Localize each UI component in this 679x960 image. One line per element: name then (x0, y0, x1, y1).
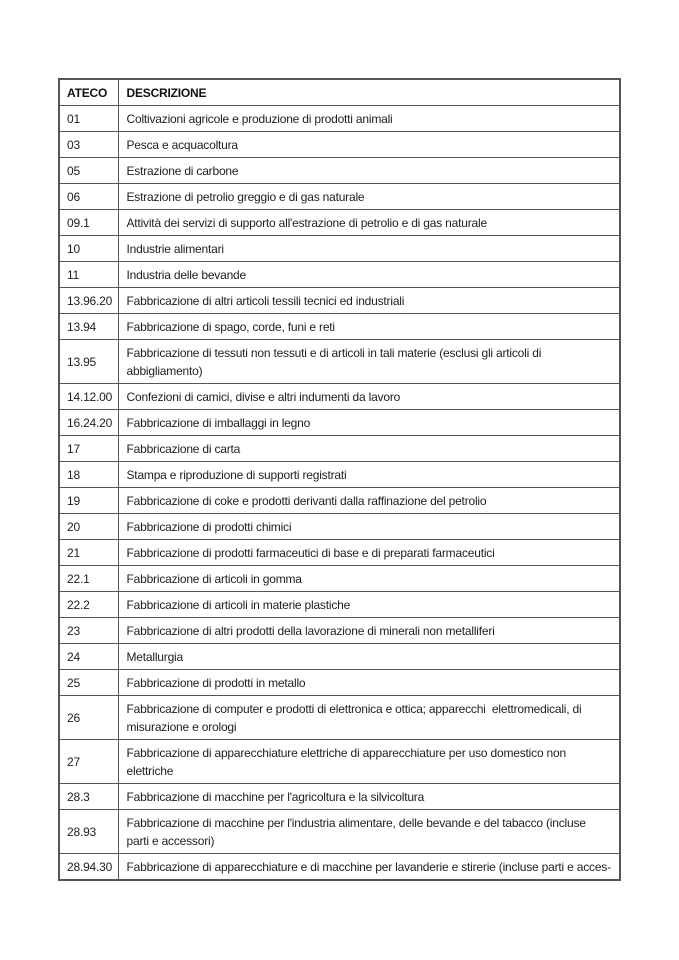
ateco-code-cell: 03 (59, 132, 118, 158)
table-row (59, 106, 620, 132)
description-cell: Fabbricazione di articoli in materie plastiche (118, 592, 620, 618)
description-cell: Fabbricazione di prodotti farmaceutici di base e di preparati farmaceutici (118, 540, 620, 566)
table-row (59, 670, 620, 696)
ateco-code-cell: 13.96.20 (59, 288, 118, 314)
table-row (59, 340, 620, 384)
description-cell: Fabbricazione di apparecchiature elettriche di apparecchiature per uso domestico non elettriche (118, 740, 620, 784)
ateco-code-cell: 06 (59, 184, 118, 210)
ateco-table (58, 78, 621, 881)
table-row (59, 618, 620, 644)
ateco-code-cell: 17 (59, 436, 118, 462)
description-cell: Fabbricazione di altri prodotti della lavorazione di minerali non metalliferi (118, 618, 620, 644)
table-row (59, 436, 620, 462)
ateco-code-cell: 28.94.30 (59, 854, 118, 881)
description-cell: Metallurgia (118, 644, 620, 670)
table-row (59, 288, 620, 314)
table-row (59, 854, 620, 881)
table-row (59, 262, 620, 288)
ateco-code-cell: 13.95 (59, 340, 118, 384)
ateco-code-cell: 14.12.00 (59, 384, 118, 410)
table-row (59, 784, 620, 810)
description-cell: Fabbricazione di macchine per l'industria alimentare, delle bevande e del tabacco (incluse parti e accessori) (118, 810, 620, 854)
table-row (59, 740, 620, 784)
description-cell: Fabbricazione di altri articoli tessili tecnici ed industriali (118, 288, 620, 314)
table-row (59, 410, 620, 436)
description-cell: Industrie alimentari (118, 236, 620, 262)
table-row (59, 810, 620, 854)
table-row (59, 132, 620, 158)
ateco-code-cell: 18 (59, 462, 118, 488)
description-cell: Coltivazioni agricole e produzione di prodotti animali (118, 106, 620, 132)
description-cell: Fabbricazione di macchine per l'agricoltura e la silvicoltura (118, 784, 620, 810)
table-row (59, 462, 620, 488)
table-row (59, 696, 620, 740)
description-cell: Fabbricazione di tessuti non tessuti e di articoli in tali materie (esclusi gli articoli di abbigliamento) (118, 340, 620, 384)
ateco-code-cell: 16.24.20 (59, 410, 118, 436)
description-cell: Attività dei servizi di supporto all'estrazione di petrolio e di gas naturale (118, 210, 620, 236)
table-row (59, 514, 620, 540)
ateco-code-cell: 05 (59, 158, 118, 184)
table-row (59, 384, 620, 410)
ateco-code-cell: 22.1 (59, 566, 118, 592)
ateco-code-cell: 09.1 (59, 210, 118, 236)
ateco-code-cell: 10 (59, 236, 118, 262)
ateco-code-cell: 25 (59, 670, 118, 696)
table-body (59, 106, 620, 881)
description-cell: Fabbricazione di spago, corde, funi e reti (118, 314, 620, 340)
description-cell: Stampa e riproduzione di supporti registrati (118, 462, 620, 488)
ateco-code-cell: 01 (59, 106, 118, 132)
description-cell: Fabbricazione di prodotti in metallo (118, 670, 620, 696)
ateco-code-cell: 21 (59, 540, 118, 566)
table-row (59, 158, 620, 184)
table-row (59, 540, 620, 566)
description-cell: Fabbricazione di articoli in gomma (118, 566, 620, 592)
table-row (59, 314, 620, 340)
description-cell: Fabbricazione di imballaggi in legno (118, 410, 620, 436)
ateco-code-cell: 20 (59, 514, 118, 540)
ateco-code-cell: 22.2 (59, 592, 118, 618)
ateco-code-cell: 13.94 (59, 314, 118, 340)
table-row (59, 488, 620, 514)
description-cell: Confezioni di camici, divise e altri indumenti da lavoro (118, 384, 620, 410)
table-row (59, 236, 620, 262)
column-header-ateco: ATECO (59, 79, 118, 106)
column-header-descrizione: DESCRIZIONE (118, 79, 620, 106)
table-row (59, 184, 620, 210)
ateco-code-cell: 28.3 (59, 784, 118, 810)
ateco-code-cell: 11 (59, 262, 118, 288)
description-cell: Fabbricazione di prodotti chimici (118, 514, 620, 540)
description-cell: Fabbricazione di apparecchiature e di macchine per lavanderie e stirerie (incluse parti e acces- (118, 854, 620, 881)
ateco-code-cell: 27 (59, 740, 118, 784)
description-cell: Estrazione di petrolio greggio e di gas naturale (118, 184, 620, 210)
ateco-code-cell: 23 (59, 618, 118, 644)
ateco-code-cell: 19 (59, 488, 118, 514)
table-header (59, 79, 620, 106)
description-cell: Estrazione di carbone (118, 158, 620, 184)
description-cell: Industria delle bevande (118, 262, 620, 288)
ateco-code-cell: 28.93 (59, 810, 118, 854)
table-row (59, 592, 620, 618)
table-row (59, 644, 620, 670)
description-cell: Fabbricazione di computer e prodotti di elettronica e ottica; apparecchi elettromedicali, di misurazione e orologi (118, 696, 620, 740)
ateco-code-cell: 26 (59, 696, 118, 740)
ateco-code-cell: 24 (59, 644, 118, 670)
description-cell: Fabbricazione di carta (118, 436, 620, 462)
table-header-row (59, 79, 620, 106)
table-row (59, 210, 620, 236)
description-cell: Fabbricazione di coke e prodotti derivanti dalla raffinazione del petrolio (118, 488, 620, 514)
description-cell: Pesca e acquacoltura (118, 132, 620, 158)
table-row (59, 566, 620, 592)
